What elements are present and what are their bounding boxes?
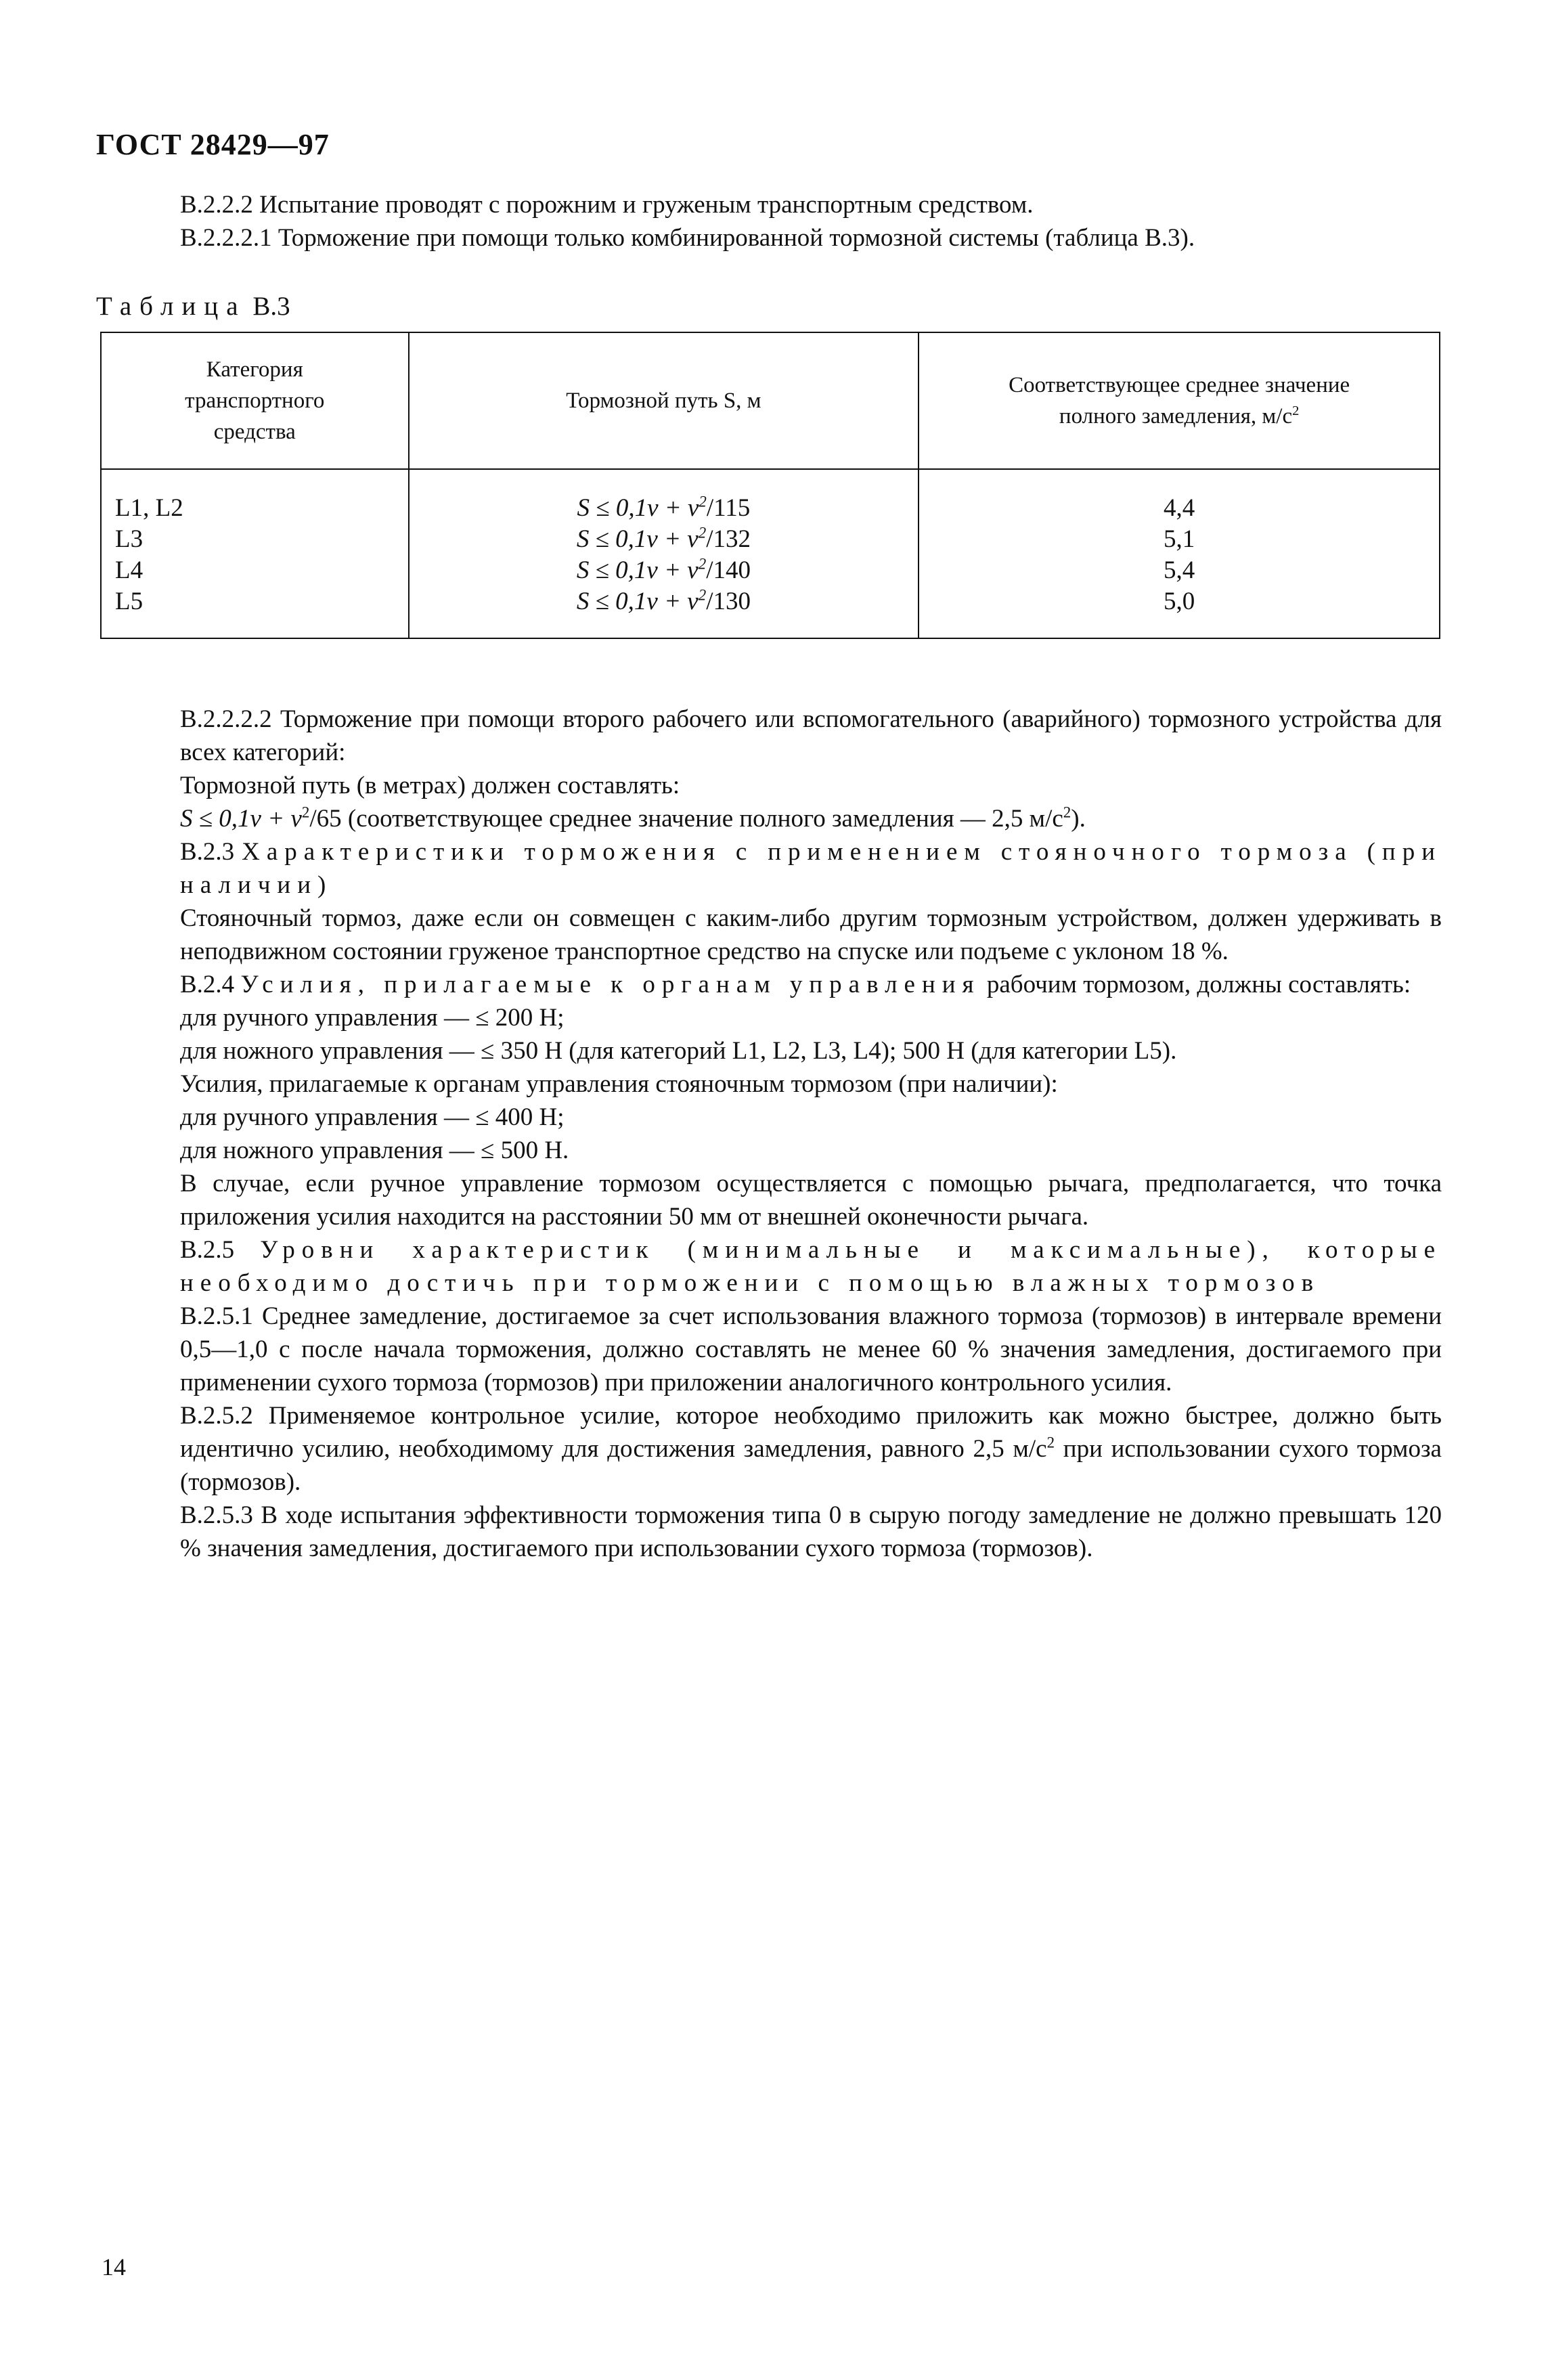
table-caption-id: В.3 (252, 292, 290, 321)
paragraph-hand-control-400: для ручного управления — ≤ 400 Н; (180, 1103, 565, 1131)
paragraph-foot-control-500: для ножного управления — ≤ 500 Н. (180, 1137, 569, 1164)
table-header-row (101, 332, 1440, 469)
braking-path-cell: $S \le 0,1v + v^2/115$ $S \le 0,1v + v^2/132$ $S \le 0,1v + v^2/140$ $S \le 0,1v + v^2/130$ (409, 469, 919, 638)
table-row (101, 469, 1440, 638)
table-caption (96, 291, 290, 322)
header-category: Категория транспортного средства (101, 332, 409, 469)
document-header: ГОСТ 28429—97 (96, 128, 330, 161)
paragraph-formula: $S \le 0,1v + v^2/65$ (соответствующее среднее значение полного замедления — 2,5 $м/с^2$). (180, 803, 1086, 833)
page-number: 14 (102, 2253, 126, 2280)
paragraph-b2-2-2-2: В.2.2.2.2 Торможение при помощи второго рабочего или вспомогательного (аварийного) тормозного устройства для всех категорий: (180, 705, 1442, 766)
paragraph-hand-control-200: для ручного управления — ≤ 200 Н; (180, 1004, 565, 1032)
table-caption-word: Таблица (96, 292, 246, 321)
paragraph-lever: В случае, если ручное управление тормозом осуществляется с помощью рычага, предполагается, что точка приложения усилия находится на расстоянии 50 мм от внешней оконечности рычага. (180, 1170, 1442, 1231)
paragraph-foot-control-350: для ножного управления — ≤ 350 Н (для категорий L1, L2, L3, L4); 500 Н (для категории L5). (180, 1037, 1177, 1065)
paragraph-b2-5-2: В.2.5.2 Применяемое контрольное усилие, которое необходимо приложить как можно быстрее, должно быть идентично усилию, необходимому для достижения замедления, равного 2,5 $м/с^2$ при использовании сухого тормоза (тормозов). (180, 1402, 1442, 1496)
paragraph-b2-5-1: В.2.5.1 Среднее замедление, достигаемое за счет использования влажного тормоза (тормозов) в интервале времени 0,5—1,0 с после начала торможения, должно составлять не менее 60 % значения замедления, достигаемого при применении сухого тормоза (тормозов) при приложении аналогичного контрольного усилия. (180, 1302, 1442, 1396)
section-b2-5: В.2.5 Уровни характеристик (минимальные и максимальные), которые необходимо достичь при торможении с помощью влажных тормозов (180, 1236, 1442, 1297)
paragraph-parking-forces: Усилия, прилагаемые к органам управления стояночным тормозом (при наличии): (180, 1070, 1058, 1098)
paragraph-b2-2-2-1: В.2.2.2.1 Торможение при помощи только комбинированной тормозной системы (таблица В.3). (180, 224, 1195, 252)
section-b2-4: В.2.4 Усилия, прилагаемые к органам управления рабочим тормозом, должны составлять: (180, 971, 1411, 998)
header-braking-path (409, 332, 919, 469)
header-deceleration-text: Соответствующее среднее значение полного замедления, м/с (1009, 373, 1350, 428)
braking-table (100, 332, 1440, 639)
paragraph-braking-path: Тормозной путь (в метрах) должен составлять: (180, 772, 680, 799)
section-b2-3: В.2.3 Характеристики торможения с применением стояночного тормоза (при наличии) (180, 838, 1442, 899)
paragraph-b2-5-3: В.2.5.3 В ходе испытания эффективности торможения типа 0 в сырую погоду замедление не должно превышать 120 % значения замедления, достигаемого при использовании сухого тормоза (тормозов). (180, 1501, 1442, 1562)
deceleration-cell: 4,4 5,1 5,4 5,0 (919, 469, 1440, 638)
header-deceleration (919, 332, 1440, 469)
header-deceleration-sup: 2 (1292, 403, 1300, 418)
category-cell: L1, L2 L3 L4 L5 (101, 469, 409, 638)
header-braking-path-text: Тормозной путь S, м (566, 389, 761, 413)
paragraph-b2-2-2: В.2.2.2 Испытание проводят с порожним и груженым транспортным средством. (180, 191, 1034, 219)
paragraph-parking-brake: Стояночный тормоз, даже если он совмещен с каким-либо другим тормозным устройством, должен удерживать в неподвижном состоянии груженое транспортное средство на спуске или подъеме с уклоном 18 %. (180, 904, 1442, 965)
main-text (96, 703, 1442, 1565)
intro-block (96, 188, 1450, 255)
